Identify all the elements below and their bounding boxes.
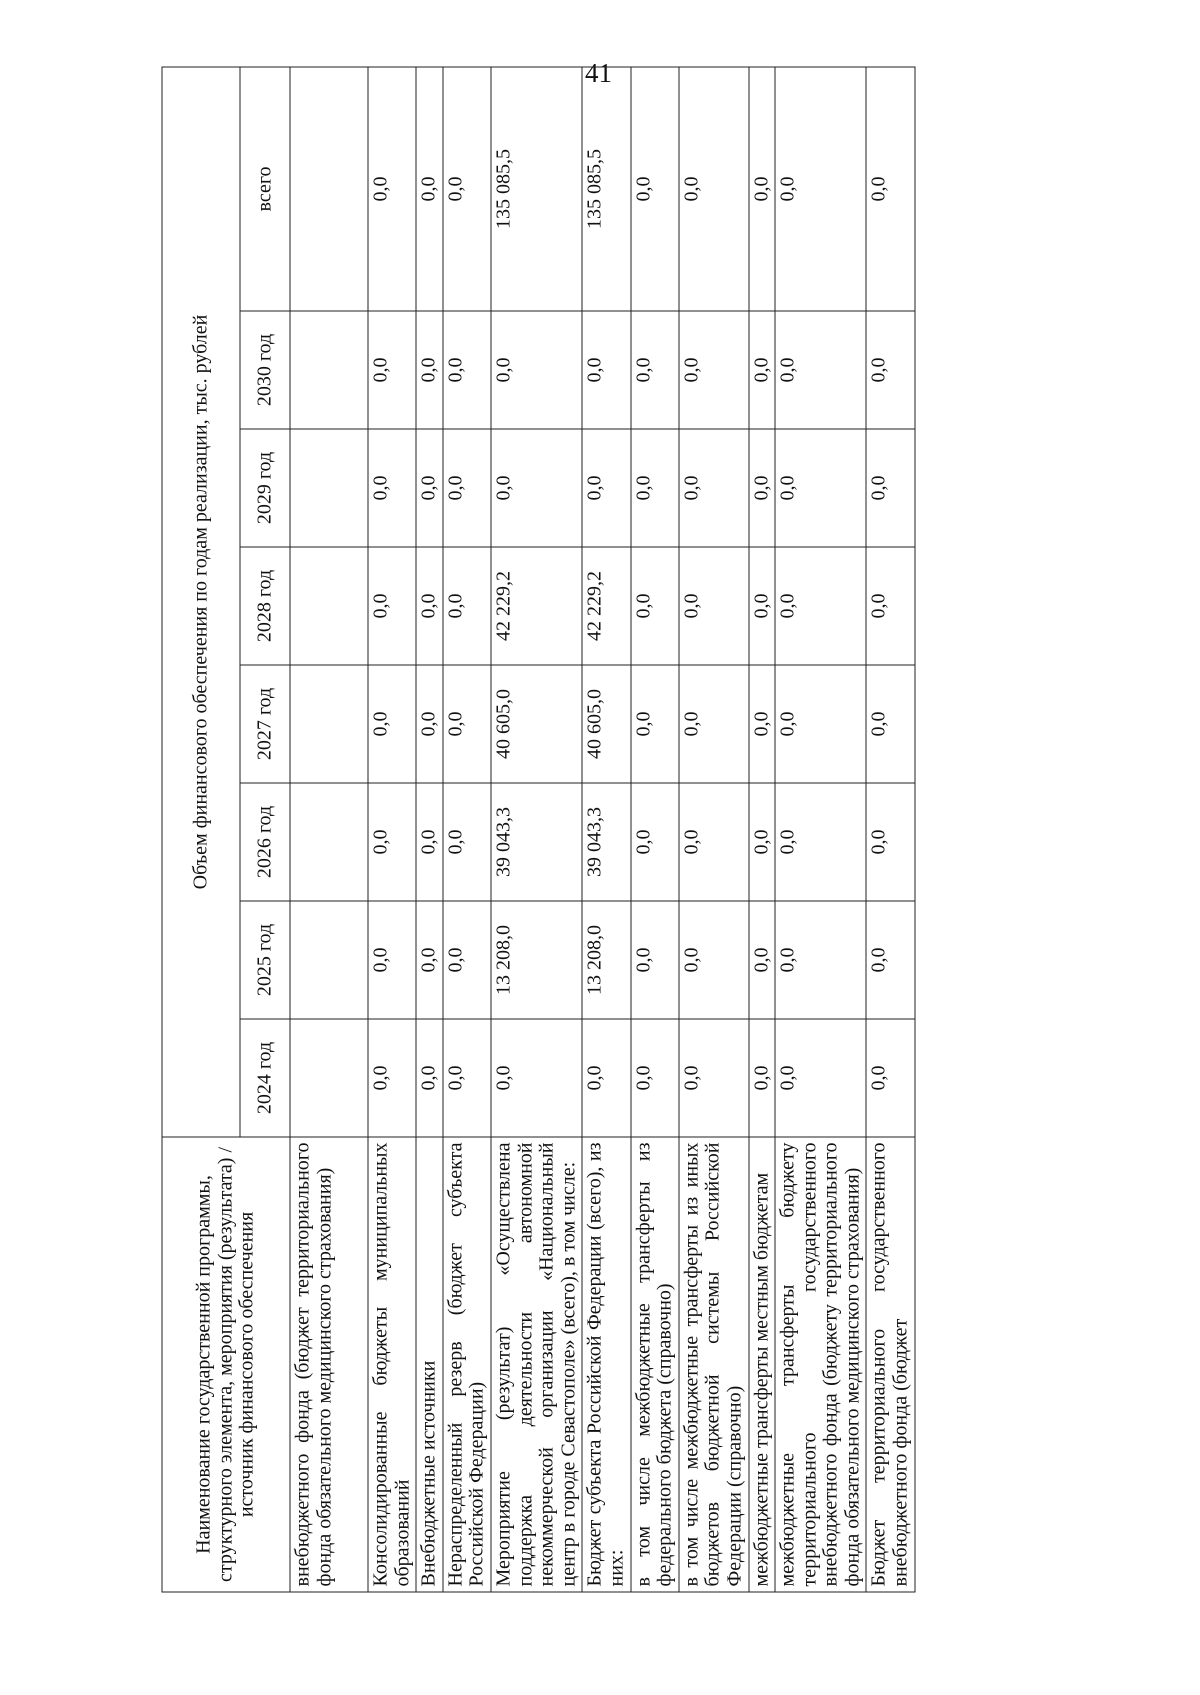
row-name: Нераспределенный резерв (бюджет субъекта Российской Федерации) (442, 1137, 490, 1592)
cell-2028: 0,0 (748, 547, 775, 665)
table-row (678, 66, 748, 1591)
cell-total: 0,0 (678, 66, 748, 310)
cell-2030: 0,0 (630, 311, 678, 429)
financing-table (161, 66, 915, 1592)
cell-2026: 39 043,3 (582, 783, 630, 901)
cell-2025: 0,0 (442, 901, 490, 1019)
table-row (490, 66, 581, 1591)
cell-2028: 42 229,2 (490, 547, 581, 665)
cell-2029: 0,0 (582, 429, 630, 547)
table-row (290, 66, 368, 1591)
cell-2027: 0,0 (748, 665, 775, 783)
cell-2029: 0,0 (630, 429, 678, 547)
cell-2024: 0,0 (416, 1019, 443, 1137)
cell-2024: 0,0 (678, 1019, 748, 1137)
cell-2026: 39 043,3 (490, 783, 581, 901)
cell-2029: 0,0 (678, 429, 748, 547)
cell-total (290, 66, 368, 310)
cell-2024: 0,0 (866, 1019, 914, 1137)
cell-2028: 0,0 (630, 547, 678, 665)
table-row (748, 66, 775, 1591)
cell-2028: 42 229,2 (582, 547, 630, 665)
cell-2026: 0,0 (368, 783, 416, 901)
row-name: в том числе межбюджетные трансферты из федерального бюджета (справочно) (630, 1137, 678, 1592)
cell-2024 (290, 1019, 368, 1137)
table-row (582, 66, 630, 1591)
cell-2026: 0,0 (630, 783, 678, 901)
header-group: Объем финансового обеспечения по годам реализации, тыс. рублей (162, 66, 240, 1136)
cell-2029: 0,0 (368, 429, 416, 547)
cell-2028: 0,0 (368, 547, 416, 665)
row-name: внебюджетного фонда (бюджет территориального фонда обязательного медицинского страхования) (290, 1137, 368, 1592)
cell-2028: 0,0 (416, 547, 443, 665)
cell-2027: 0,0 (368, 665, 416, 783)
cell-2027 (290, 665, 368, 783)
cell-2025: 0,0 (866, 901, 914, 1019)
cell-2028: 0,0 (775, 547, 866, 665)
cell-total: 0,0 (775, 66, 866, 310)
cell-2026: 0,0 (775, 783, 866, 901)
cell-2024: 0,0 (748, 1019, 775, 1137)
cell-2026: 0,0 (442, 783, 490, 901)
cell-2029: 0,0 (416, 429, 443, 547)
cell-2027: 0,0 (416, 665, 443, 783)
cell-total: 135 085,5 (582, 66, 630, 310)
header-year-2026: 2026 год (240, 783, 290, 901)
table-row (442, 66, 490, 1591)
cell-total: 0,0 (442, 66, 490, 310)
cell-2025: 0,0 (368, 901, 416, 1019)
cell-total: 0,0 (416, 66, 443, 310)
cell-2029: 0,0 (490, 429, 581, 547)
cell-2025 (290, 901, 368, 1019)
header-total: всего (240, 66, 290, 310)
table-row (630, 66, 678, 1591)
cell-total: 0,0 (866, 66, 914, 310)
table-row (775, 66, 866, 1591)
cell-2024: 0,0 (368, 1019, 416, 1137)
row-name: Консолидированные бюджеты муниципальных образований (368, 1137, 416, 1592)
cell-total: 0,0 (630, 66, 678, 310)
cell-2029 (290, 429, 368, 547)
cell-2026 (290, 783, 368, 901)
header-year-2029: 2029 год (240, 429, 290, 547)
header-name-column: Наименование государственной программы, структурного элемента, мероприятия (результата) / источник финансового обеспечения (162, 1137, 290, 1592)
header-year-2027: 2027 год (240, 665, 290, 783)
header-year-2024: 2024 год (240, 1019, 290, 1137)
row-name: Внебюджетные источники (416, 1137, 443, 1592)
cell-2026: 0,0 (748, 783, 775, 901)
cell-2028: 0,0 (866, 547, 914, 665)
cell-2030 (290, 311, 368, 429)
cell-2027: 0,0 (775, 665, 866, 783)
cell-2030: 0,0 (368, 311, 416, 429)
cell-2025: 0,0 (678, 901, 748, 1019)
cell-2025: 13 208,0 (490, 901, 581, 1019)
cell-2024: 0,0 (582, 1019, 630, 1137)
table-row (368, 66, 416, 1591)
row-name: в том числе межбюджетные трансферты из иных бюджетов бюджетной системы Российской Федерации (справочно) (678, 1137, 748, 1592)
cell-2026: 0,0 (416, 783, 443, 901)
cell-2026: 0,0 (678, 783, 748, 901)
row-name: межбюджетные трансферты бюджету территориального государственного внебюджетного фонда (бюджету территориального фонда обязательного медицинского страхования) (775, 1137, 866, 1592)
cell-2027: 40 605,0 (582, 665, 630, 783)
header-year-2028: 2028 год (240, 547, 290, 665)
cell-2030: 0,0 (490, 311, 581, 429)
cell-2030: 0,0 (866, 311, 914, 429)
cell-2029: 0,0 (748, 429, 775, 547)
cell-total: 0,0 (368, 66, 416, 310)
cell-2027: 0,0 (678, 665, 748, 783)
row-name: Бюджет территориального государственного внебюджетного фонда (бюджет (866, 1137, 914, 1592)
cell-2024: 0,0 (775, 1019, 866, 1137)
cell-2030: 0,0 (416, 311, 443, 429)
cell-2024: 0,0 (630, 1019, 678, 1137)
header-year-2025: 2025 год (240, 901, 290, 1019)
cell-2030: 0,0 (748, 311, 775, 429)
table-row (866, 66, 914, 1591)
table-row (416, 66, 443, 1591)
rotated-table-container (161, 67, 1061, 1592)
cell-2024: 0,0 (490, 1019, 581, 1137)
cell-2025: 0,0 (630, 901, 678, 1019)
cell-2024: 0,0 (442, 1019, 490, 1137)
cell-2027: 0,0 (866, 665, 914, 783)
cell-2025: 13 208,0 (582, 901, 630, 1019)
cell-2025: 0,0 (416, 901, 443, 1019)
cell-total: 0,0 (748, 66, 775, 310)
cell-2027: 0,0 (442, 665, 490, 783)
row-name: Мероприятие (результат) «Осуществлена поддержка деятельности автономной некоммерческой организации «Национальный центр в городе Севастополе» (всего), в том числе: (490, 1137, 581, 1592)
header-row-1 (162, 66, 240, 1591)
cell-2029: 0,0 (775, 429, 866, 547)
cell-2030: 0,0 (582, 311, 630, 429)
cell-2030: 0,0 (442, 311, 490, 429)
cell-2028 (290, 547, 368, 665)
page-number: 41 (585, 58, 612, 88)
row-name: межбюджетные трансферты местным бюджетам (748, 1137, 775, 1592)
cell-2030: 0,0 (775, 311, 866, 429)
cell-2028: 0,0 (442, 547, 490, 665)
row-name: Бюджет субъекта Российской Федерации (всего), из них: (582, 1137, 630, 1592)
cell-2030: 0,0 (678, 311, 748, 429)
cell-2025: 0,0 (775, 901, 866, 1019)
cell-2029: 0,0 (442, 429, 490, 547)
cell-2029: 0,0 (866, 429, 914, 547)
cell-2027: 0,0 (630, 665, 678, 783)
cell-2026: 0,0 (866, 783, 914, 901)
cell-2027: 40 605,0 (490, 665, 581, 783)
cell-2028: 0,0 (678, 547, 748, 665)
cell-2025: 0,0 (748, 901, 775, 1019)
cell-total: 135 085,5 (490, 66, 581, 310)
header-year-2030: 2030 год (240, 311, 290, 429)
